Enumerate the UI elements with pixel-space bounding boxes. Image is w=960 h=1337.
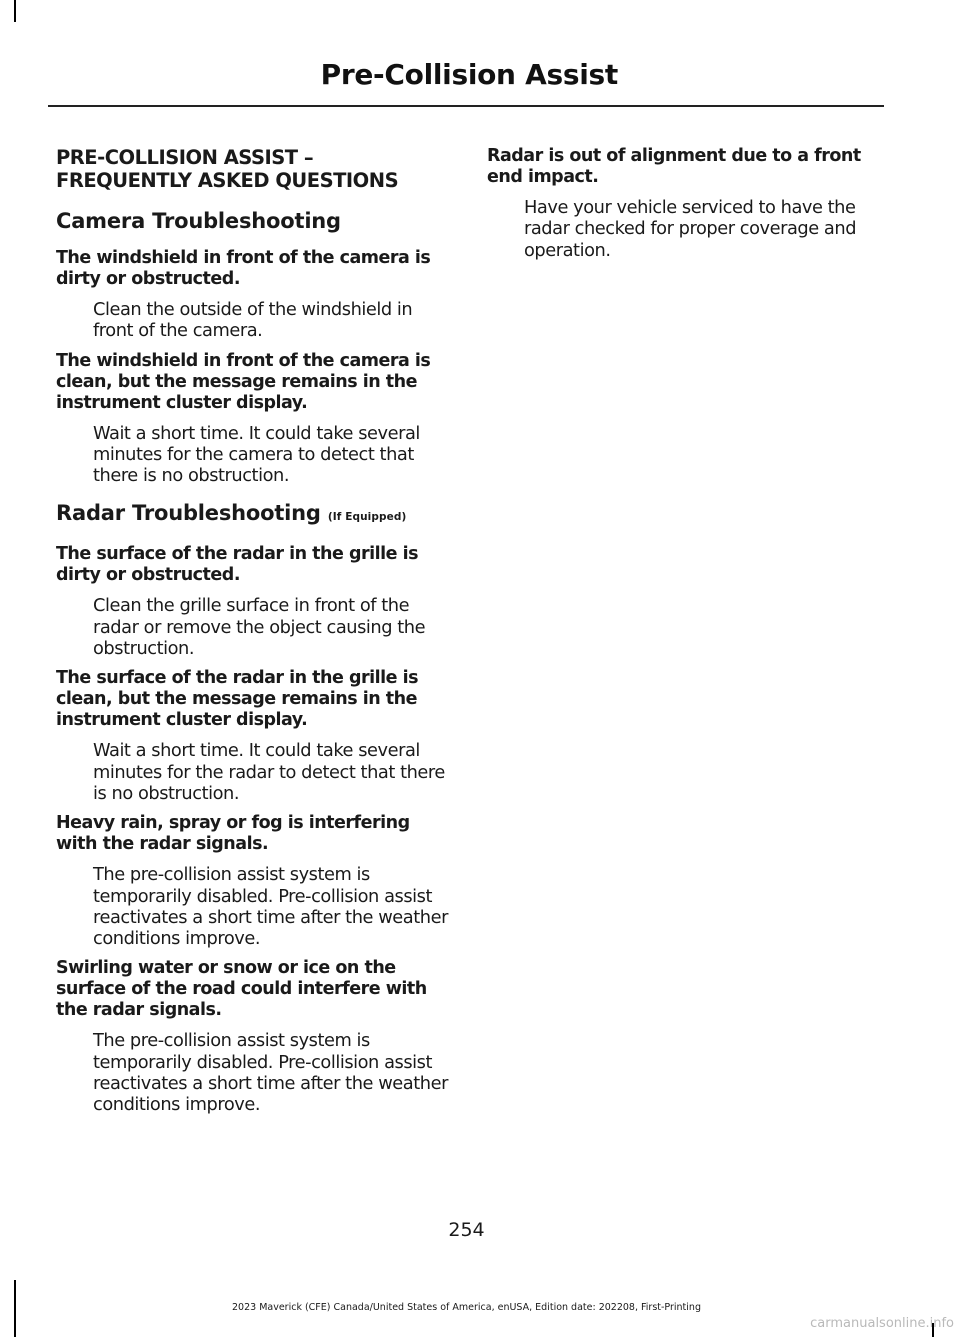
faq-question: The windshield in front of the camera is dirty or obstructed. bbox=[56, 248, 431, 289]
radar-heading-text: Radar Troubleshooting bbox=[56, 501, 321, 526]
left-column bbox=[56, 146, 451, 1125]
camera-troubleshooting-heading: Camera Troubleshooting bbox=[56, 209, 341, 233]
faq-question: Heavy rain, spray or fog is interfering with the radar signals. bbox=[56, 813, 410, 855]
faq-question: The surface of the radar in the grille is dirty or obstructed. bbox=[56, 544, 418, 586]
header-divider bbox=[48, 105, 884, 107]
faq-question: Swirling water or snow or ice on the surface of the road could interfere with the radar signals. bbox=[56, 958, 427, 1021]
edition-footer: 2023 Maverick (CFE) Canada/United States of America, enUSA, Edition date: 202208, First-Printing bbox=[232, 1302, 701, 1313]
radar-troubleshooting-heading bbox=[56, 500, 451, 530]
faq-answer: Wait a short time. It could take several minutes for the radar to detect that there is no obstruction. bbox=[93, 740, 445, 804]
faq-question: The windshield in front of the camera is clean, but the message remains in the instrument cluster display. bbox=[56, 350, 431, 413]
faq-answer: Clean the grille surface in front of the radar or remove the object causing the obstruction. bbox=[93, 595, 426, 660]
watermark: carmanualsonline.info bbox=[810, 1316, 954, 1331]
right-column bbox=[487, 146, 882, 270]
faq-question: Radar is out of alignment due to a front end impact. bbox=[487, 146, 861, 187]
page-number: 254 bbox=[448, 1219, 485, 1241]
faq-answer: Wait a short time. It could take several minutes for the camera to detect that there is no obstruction. bbox=[93, 422, 420, 487]
page-header-title: Pre-Collision Assist bbox=[320, 58, 618, 91]
faq-answer: Clean the outside of the windshield in front of the camera. bbox=[93, 299, 413, 342]
section-title: PRE-COLLISION ASSIST – FREQUENTLY ASKED QUESTIONS bbox=[56, 146, 399, 192]
radar-heading-note: (If Equipped) bbox=[327, 511, 407, 524]
crop-mark-top-left bbox=[14, 0, 16, 22]
faq-question: The surface of the radar in the grille is clean, but the message remains in the instrument cluster display. bbox=[56, 668, 418, 731]
faq-answer: The pre-collision assist system is temporarily disabled. Pre-collision assist reactivates a short time after the weather conditions improve. bbox=[93, 1030, 448, 1116]
faq-answer: Have your vehicle serviced to have the radar checked for proper coverage and operation. bbox=[524, 197, 857, 261]
faq-answer: The pre-collision assist system is temporarily disabled. Pre-collision assist reactivates a short time after the weather conditions improve. bbox=[93, 864, 448, 950]
